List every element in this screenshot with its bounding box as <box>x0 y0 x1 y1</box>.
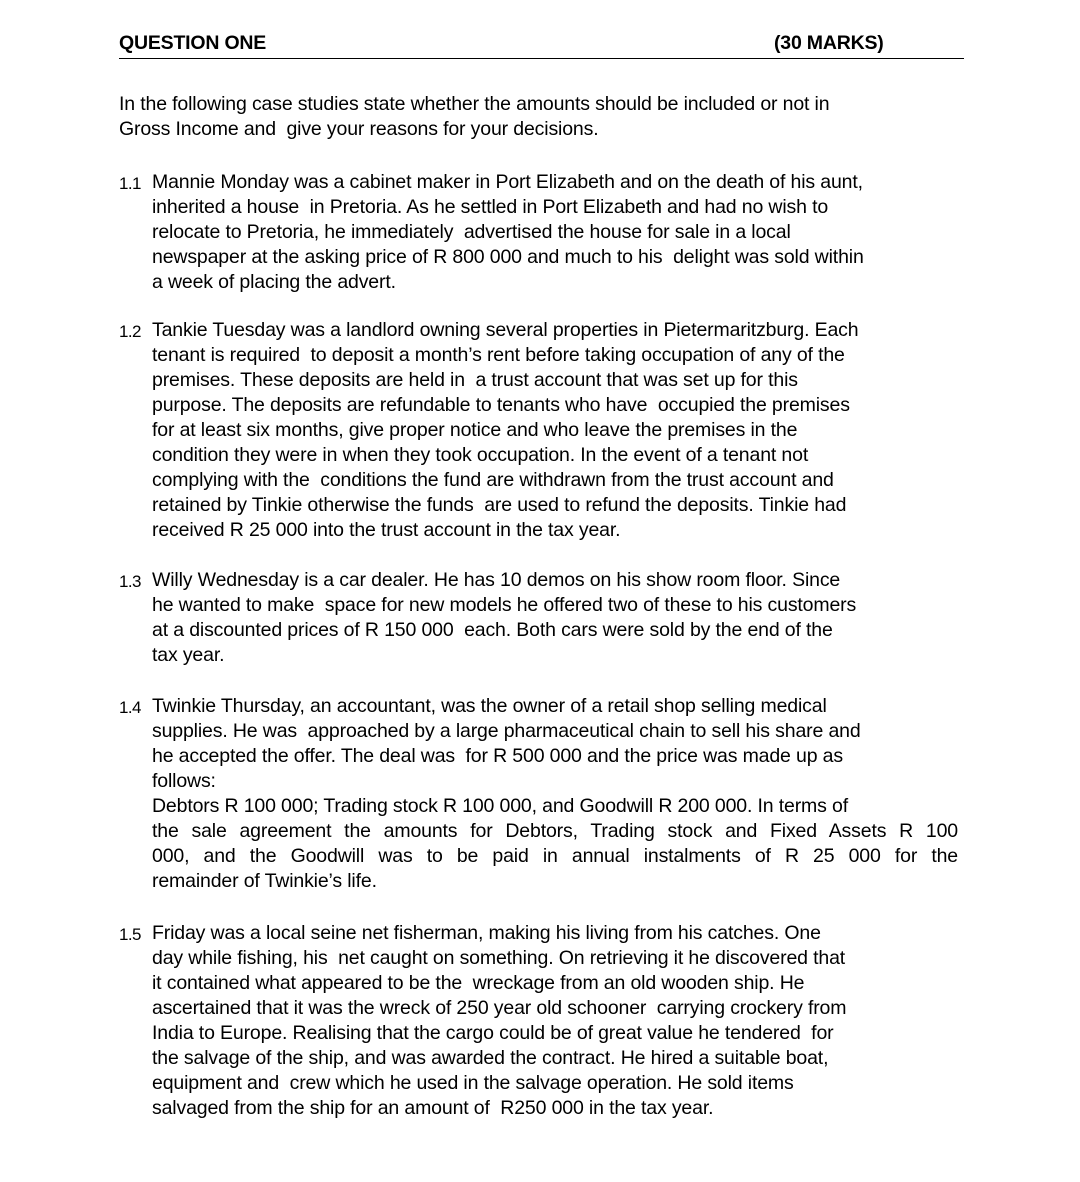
instructions-line: In the following case studies state whether the amounts should be included or not in <box>119 93 830 115</box>
case-line: he wanted to make space for new models he offered two of these to his customers <box>152 594 857 616</box>
case-line: Friday was a local seine net fisherman, making his living from his catches. One <box>152 922 821 944</box>
instructions <box>119 92 964 142</box>
case-line: India to Europe. Realising that the cargo could be of great value he tendered for <box>152 1022 834 1044</box>
question-header <box>119 32 964 59</box>
case-line: Twinkie Thursday, an accountant, was the owner of a retail shop selling medical <box>152 695 827 717</box>
case-line: newspaper at the asking price of R 800 000 and much to his delight was sold within <box>152 246 864 268</box>
case-line: a week of placing the advert. <box>152 271 396 293</box>
case-line: inherited a house in Pretoria. As he settled in Port Elizabeth and had no wish to <box>152 196 829 218</box>
case-line: it contained what appeared to be the wreckage from an old wooden ship. He <box>152 972 805 994</box>
case-number: 1.2 <box>119 322 141 341</box>
case-line: received R 25 000 into the trust account in the tax year. <box>152 519 621 541</box>
case-line: condition they were in when they took occupation. In the event of a tenant not <box>152 444 809 466</box>
case-line: Tankie Tuesday was a landlord owning several properties in Pietermaritzburg. Each <box>152 319 859 341</box>
case-line: ascertained that it was the wreck of 250 year old schooner carrying crockery from <box>152 997 847 1019</box>
case-line: relocate to Pretoria, he immediately advertised the house for sale in a local <box>152 221 791 243</box>
case-line: Debtors R 100 000; Trading stock R 100 000, and Goodwill R 200 000. In terms of <box>152 795 848 817</box>
case-line: follows: <box>152 770 216 792</box>
question-title: QUESTION ONE <box>119 32 267 54</box>
case-line: the sale agreement the amounts for Debtors, Trading stock and Fixed Assets R 100 <box>152 820 958 842</box>
case-line: salvaged from the ship for an amount of R250 000 in the tax year. <box>152 1097 714 1119</box>
case-line: 000, and the Goodwill was to be paid in annual instalments of R 25 000 for the <box>152 845 958 867</box>
question-marks: (30 MARKS) <box>774 32 884 54</box>
case-line: remainder of Twinkie’s life. <box>152 870 377 892</box>
case-line: the salvage of the ship, and was awarded the contract. He hired a suitable boat, <box>152 1047 829 1069</box>
case-number: 1.5 <box>119 925 141 944</box>
case-line: day while fishing, his net caught on something. On retrieving it he discovered that <box>152 947 846 969</box>
case-text <box>152 694 964 894</box>
case-line: Mannie Monday was a cabinet maker in Port Elizabeth and on the death of his aunt, <box>152 171 863 193</box>
case-number: 1.1 <box>119 174 141 193</box>
instructions-line: Gross Income and give your reasons for your decisions. <box>119 118 599 140</box>
case-line: equipment and crew which he used in the salvage operation. He sold items <box>152 1072 794 1094</box>
case-line: at a discounted prices of R 150 000 each. Both cars were sold by the end of the <box>152 619 833 641</box>
case-line: premises. These deposits are held in a trust account that was set up for this <box>152 369 798 391</box>
case-text <box>152 170 964 295</box>
case-line: Willy Wednesday is a car dealer. He has 10 demos on his show room floor. Since <box>152 569 841 591</box>
case-line: complying with the conditions the fund are withdrawn from the trust account and <box>152 469 834 491</box>
case-text <box>152 568 964 668</box>
case-line: for at least six months, give proper notice and who leave the premises in the <box>152 419 798 441</box>
case-number: 1.4 <box>119 698 141 717</box>
case-line: tax year. <box>152 644 225 666</box>
case-text <box>152 318 964 543</box>
case-line: supplies. He was approached by a large pharmaceutical chain to sell his share and <box>152 720 861 742</box>
case-number: 1.3 <box>119 572 141 591</box>
case-line: he accepted the offer. The deal was for R 500 000 and the price was made up as <box>152 745 843 767</box>
case-line: tenant is required to deposit a month’s rent before taking occupation of any of the <box>152 344 845 366</box>
case-line: retained by Tinkie otherwise the funds are used to refund the deposits. Tinkie had <box>152 494 847 516</box>
case-line: purpose. The deposits are refundable to tenants who have occupied the premises <box>152 394 850 416</box>
case-text <box>152 921 964 1121</box>
